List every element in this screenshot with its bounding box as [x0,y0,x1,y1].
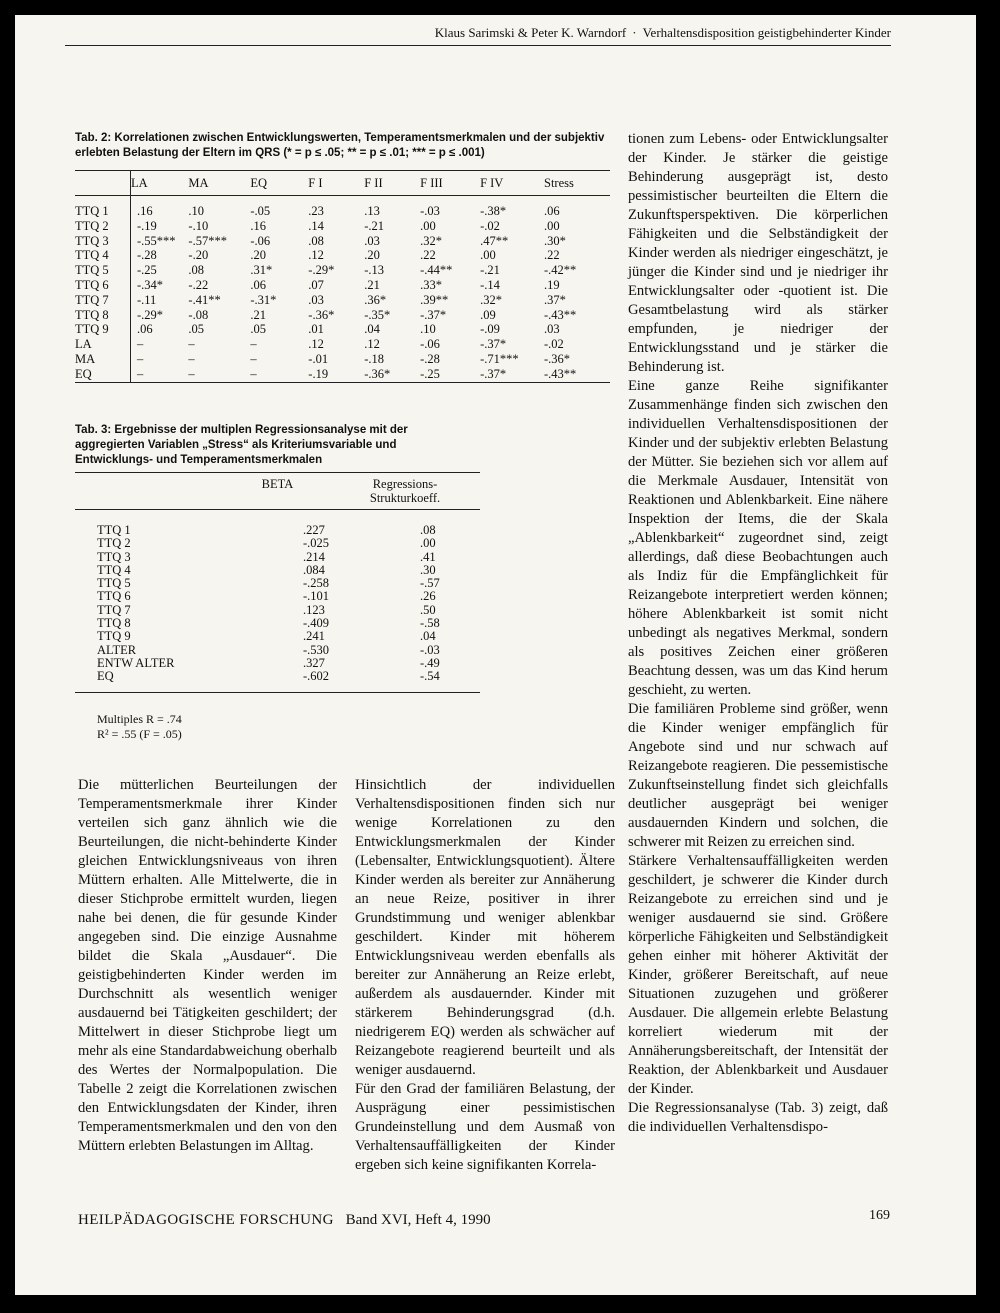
table3-row [75,524,480,537]
table3-row [75,564,480,577]
table3-row-label: TTQ 7 [97,602,131,617]
table2-cell: .19 [544,277,560,292]
paragraph: Die Regressionsanalyse (Tab. 3) zeigt, daß die individuellen Verhaltensdispo- [628,1100,888,1135]
table2-row-label: TTQ 5 [75,263,130,278]
table2-cell: – [188,337,195,352]
paragraph: Hinsichtlich der individuellen Verhaltensdispositionen finden sich nur wenige Korrelationen zu den Entwicklungsmerkmalen der Kinder (Lebensalter, Entwicklungsquotient). Ältere Kinder werden als bereiter zur Annäherung an neue Reize, positiver in ihrer Grundstimmung und weniger ablenkbar geschildert. Kinder mit höherem Entwicklungsniveau werden ebenfalls als bereiter zur Annäherung an Reize erlebt, außerdem als ausdauernder. Kinder mit stärkerem Behinderungsgrad (d.h. niedrigerem EQ) werden als schwächer auf Reizangebote reagierend beurteilt und als weniger ausdauernd. [355,777,615,1078]
table2-cell: -.37* [420,307,447,322]
table3-body [75,510,480,693]
table2-column-header: LA [130,175,148,190]
table2-row-label: TTQ 2 [75,219,130,234]
table2-cell: .05 [188,322,205,337]
table2-cell: .22 [420,248,436,263]
table2-row-label: TTQ 9 [75,322,130,337]
paragraph: Für den Grad der familiären Belastung, der Ausprägung einer pessimistischen Grundeinstellung und dem Ausmaß von Verhaltensauffälligkeiten der Kinder ergeben sich keine signifikanten Korrela- [355,1081,615,1173]
table2-column-header: F IV [480,175,504,190]
table2-cell: .03 [308,292,324,307]
table2-cell: -.25 [136,263,157,278]
table3-header-beta: BETA [261,477,294,491]
table3-container [75,472,480,693]
paragraph: Die familiären Probleme sind größer, wenn die Kinder weniger empfänglich für Angebote sind und nur schwach auf Reizangebote reagieren. Die pessemistische Zukunftseinstellung findet sich gleichfalls deutlicher ausgeprägt bei weniger ausdauernden Kindern und solchen, die schwerer mit Reizen zu erreichen sind. [628,701,888,850]
table3-struct-cell: .00 [420,536,436,551]
table2-cell: .09 [480,307,496,322]
table2-cell: -.42** [544,263,577,278]
footer-issue: Band XVI, Heft 4, 1990 [345,1212,491,1228]
table2-row-label: TTQ 7 [75,293,130,308]
table3 [75,472,480,693]
table2-header-row [75,171,610,196]
table2-cell: -.06 [420,337,440,352]
table2-cell: -.02 [544,337,564,352]
table3-spacer [75,510,480,525]
table2-cell: -.25 [420,366,440,381]
table2-row [75,352,610,367]
table2-cell: -.36* [308,307,335,322]
table2-cell: -.06 [250,233,271,248]
table2-cell: .31* [250,263,273,278]
table3-row [75,657,480,670]
running-header [65,25,891,46]
table2-cell: -.57*** [188,233,227,248]
table2-cell: .12 [308,337,324,352]
table2-cell: -.43** [544,307,577,322]
table3-row [75,670,480,692]
table2-row [75,248,610,263]
table2-row [75,367,610,382]
table2-cell: -.13 [364,263,384,278]
table2-cell: .14 [308,218,324,233]
table2-cell: .00 [544,218,560,233]
table2-column-header: MA [188,175,209,190]
table3-row [75,590,480,603]
table3-corner [75,473,225,510]
table2-cell: .01 [308,322,324,337]
page-number: 169 [869,1208,890,1223]
table2-cell: .05 [250,322,266,337]
table2-cell: – [188,366,195,381]
table2-column-header: F III [420,175,443,190]
table2-cell: -.08 [188,307,209,322]
table2-cell: – [250,351,257,366]
table2-row [75,234,610,249]
table2-row-label: TTQ 1 [75,204,130,219]
table2-cell: – [136,337,144,352]
table3-row [75,604,480,617]
table3-row [75,630,480,643]
table3-struct-cell: .30 [420,562,436,577]
table2-cell: -.55*** [136,233,176,248]
table3-header-struct-line1: Regressions- [372,477,438,491]
table2-cell: – [136,366,144,381]
table2-cell: -.34* [136,277,163,292]
table2-column-header: F II [364,175,383,190]
table3-beta-cell: .214 [303,549,325,564]
table3-row-label: TTQ 6 [97,589,131,604]
table2-cell: .06 [250,277,266,292]
table2-cell: .12 [364,337,380,352]
table2-cell: .23 [308,204,324,218]
table3-row [75,577,480,590]
table2-column-header: EQ [250,175,268,190]
table2-row-label: TTQ 8 [75,308,130,323]
table2-cell: -.21 [364,218,384,233]
table3-row-label: TTQ 2 [97,536,131,551]
r-squared: R² = .55 (F = .05) [97,727,182,741]
table2-cell: .32* [420,233,442,248]
table2-cell: -.38* [480,204,507,218]
table3-row-label: ENTW ALTER [97,655,175,670]
table2-corner [75,171,130,196]
text-column-right [628,130,888,1137]
table2-cell: – [250,366,257,381]
table3-row [75,551,480,564]
table3-row [75,537,480,550]
table2-row-label: EQ [75,367,130,382]
table3-struct-cell: -.49 [420,655,440,670]
footer-journal: HEILPÄDAGOGISCHE FORSCHUNG [78,1212,334,1228]
table2-row [75,278,610,293]
table2-cell: .06 [136,322,153,337]
table2-cell: .20 [250,248,266,263]
table2-row-label: TTQ 6 [75,278,130,293]
table2-cell: .00 [480,248,496,263]
table2-cell: .00 [420,218,436,233]
table2-cell: .33* [420,277,442,292]
table2-cell: .12 [308,248,324,263]
table3-struct-cell: -.03 [420,642,440,657]
table2-cell: -.20 [188,248,209,263]
table2-cell: -.36* [364,366,391,381]
table3-row [75,644,480,657]
table2-row [75,263,610,278]
table2-row [75,204,610,219]
table2 [75,170,610,383]
text-column-middle [355,776,615,1175]
table2-cell: -.31* [250,292,277,307]
table2-cell: .16 [250,218,266,233]
table3-struct-cell: .04 [420,629,436,644]
table2-row-label: LA [75,337,130,352]
page-footer [78,1208,890,1229]
table2-cell: .10 [420,322,436,337]
table2-cell: -.05 [250,204,271,218]
table2-cell: -.37* [480,366,507,381]
header-title: Verhaltensdisposition geistigbehinderter Kinder [642,25,891,40]
table2-cell: .36* [364,292,387,307]
table2-cell: -.03 [420,204,440,218]
paragraph: Eine ganze Reihe signifikanter Zusammenhänge finden sich zwischen den individuellen Verhaltensdispositionen der Kinder und der subjektiv erlebten Belastung der Mütter. Sie beziehen sich vor allem auf die Merkmale Ausdauer, Intensität von Reaktionen und Ablenkbarkeit. Eine nähere Inspektion der Items, die der Skala „Ablenkbarkeit“ zugeordnet sind, zeigt allerdings, daß diese Beobachtungen auch als Indiz für die Empfänglichkeit für Reizangebote interpretiert werden können; höhere Ablenkbarkeit ist somit nicht unbedingt als negatives Merkmal, sondern als positives Zeichen einer größeren Beachtung dessen, was um das Kind herum geschieht, zu werten. [628,378,888,698]
table3-beta-cell: -.258 [303,576,330,591]
table2-cell: -.37* [480,337,507,352]
table3-struct-cell: -.57 [420,576,440,591]
table3-beta-cell: -.101 [303,589,330,604]
table3-beta-cell: -.530 [303,642,330,657]
table2-cell: -.10 [188,218,209,233]
table2-cell: -.43** [544,366,577,381]
table3-beta-cell: .084 [303,562,325,577]
table3-beta-cell: .327 [303,655,325,670]
table2-cell: -.19 [308,366,329,381]
table2-row [75,322,610,337]
table2-cell: .22 [544,248,560,263]
table3-struct-cell: .41 [420,549,436,564]
table3-row [75,617,480,630]
table2-cell: -.28 [420,351,440,366]
table2-row-label: MA [75,352,130,367]
table2-row [75,308,610,323]
table2-row [75,337,610,352]
table3-beta-cell: .227 [303,523,325,537]
table2-cell: – [136,351,144,366]
table3-header-struct [330,473,480,510]
table2-cell: -.01 [308,351,329,366]
table2-cell: .06 [544,204,560,218]
table3-beta-cell: -.409 [303,616,330,631]
table2-container [75,170,610,383]
paragraph: tionen zum Lebens- oder Entwicklungsalter der Kinder. Je stärker die geistige Behinderung ausgeprägt ist, desto pessimistischer beurteilten die Eltern die Zukunftsperspektiven. Die körperlichen Fähigkeiten und die Selbständigkeit der Kinder werden als niedriger eingeschätzt, je jünger die Kinder sind und je niedriger ihr Entwicklungsalter oder -quotient ist. Die Gesamtbelastung wird als stärker empfunden, je niedriger der Entwicklungsstand und je stärker die Behinderung ist. [628,131,888,375]
table3-beta-cell: -.025 [303,536,330,551]
multiple-r: Multiples R = .74 [97,712,182,726]
table2-cell: -.29* [136,307,163,322]
table2-cell: .16 [136,204,153,218]
table3-header-row [75,473,480,510]
table2-cell: .20 [364,248,380,263]
table3-beta-cell: .241 [303,629,325,644]
table3-row-label: TTQ 9 [97,629,131,644]
table2-cell: .03 [544,322,560,337]
table2-cell: .21 [364,277,380,292]
table3-statistics [97,712,182,742]
table3-row-label: EQ [97,669,114,684]
table2-cell: -.36* [544,351,571,366]
table3-row-label: TTQ 8 [97,616,131,631]
table3-struct-cell: -.58 [420,616,440,631]
header-authors: Klaus Sarimski & Peter K. Warndorf [434,25,627,40]
table2-cell: .08 [308,233,324,248]
table2-cell: -.19 [136,218,157,233]
table2-cell: .37* [544,292,566,307]
paragraph: Stärkere Verhaltensauffälligkeiten werden geschildert, je schwerer die Kinder durch Reizangebote zu erreichen sind und je weniger ausdauernd sie sind. Größere körperliche Fähigkeiten und Selbständigkeit gehen einher mit höherer Aktivität der Kinder, größerer Bereitschaft, auf neue Situationen zuzugehen und größerer Ausdauer. Die allgemein erlebte Belastung korreliert wiederum mit der Annäherungsbereitschaft, der Intensität der Reaktion, der Ablenkbarkeit und Ausdauer der Kinder. [628,853,888,1097]
table3-struct-cell: -.54 [420,669,440,684]
table2-body [75,196,610,383]
table2-row [75,293,610,308]
table2-cell: .21 [250,307,266,322]
table3-row-label: TTQ 1 [97,523,131,537]
table2-cell: -.18 [364,351,384,366]
table3-row-label: TTQ 3 [97,549,131,564]
table2-cell: -.21 [480,263,500,278]
table2-cell: .13 [364,204,380,218]
table2-row [75,219,610,234]
table2-cell: -.41** [188,292,221,307]
table2-cell: .47** [480,233,509,248]
table2-column-header: Stress [544,175,574,190]
table2-cell: -.71*** [480,351,519,366]
table2-cell: .04 [364,322,380,337]
table2-cell: -.29* [308,263,335,278]
text-column-left [78,776,337,1156]
table2-cell: -.28 [136,248,157,263]
table3-caption: Tab. 3: Ergebnisse der multiplen Regressionsanalyse mit der aggregierten Variablen „Stress“ als Kriteriumsvariable und Entwicklungs- und Temperamentsmerkmalen [75,424,408,466]
table3-row-label: TTQ 4 [97,562,131,577]
table3-header-struct-line2: Strukturkoeff. [369,491,441,505]
table2-cell: – [188,351,195,366]
table2-row-label: TTQ 3 [75,234,130,249]
table2-spacer [75,196,610,205]
table2-cell: .07 [308,277,324,292]
table3-row-label: TTQ 5 [97,576,131,591]
table2-cell: .10 [188,204,205,218]
table2-cell: .30* [544,233,566,248]
table2-cell: .08 [188,263,205,278]
table2-cell: .39** [420,292,449,307]
table2-cell: .32* [480,292,502,307]
table2-caption: Tab. 2: Korrelationen zwischen Entwicklungswerten, Temperamentsmerkmalen und der subjektiv erlebten Belastung der Eltern im QRS (* = p ≤ .05; ** = p ≤ .01; *** = p ≤ .001) [75,132,605,159]
table3-struct-cell: .08 [420,523,436,537]
table2-cell: -.44** [420,263,453,278]
table3-struct-cell: .26 [420,589,436,604]
table3-beta-cell: .123 [303,602,325,617]
table3-beta-cell: -.602 [303,669,330,684]
table2-cell: – [250,337,257,352]
table3-struct-cell: .50 [420,602,436,617]
header-separator: · [632,25,637,40]
table2-cell: -.09 [480,322,500,337]
table2-cell: .03 [364,233,380,248]
table2-cell: -.35* [364,307,391,322]
table2-cell: -.11 [136,292,157,307]
table2-column-header: F I [308,175,323,190]
table2-cell: -.14 [480,277,500,292]
table2-cell: -.22 [188,277,209,292]
table2-row-label: TTQ 4 [75,248,130,263]
table2-cell: -.02 [480,218,500,233]
paragraph: Die mütterlichen Beurteilungen der Temperamentsmerkmale ihrer Kinder verteilen sich ganz ähnlich wie die Beurteilungen, die nicht-behinderte Kinder gleichen Entwicklungsniveaus von ihren Müttern erhalten. Alle Mittelwerte, die in dieser Stichprobe ermittelt wurden, liegen nahe bei denen, die für gesunde Kinder angegeben sind. Die einzige Ausnahme bildet die Skala „Ausdauer“. Die geistigbehinderten Kinder werden im Durchschnitt als wesentlich weniger ausdauernd bei Tätigkeiten geschildert; der Mittelwert in dieser Stichprobe liegt um mehr als eine Standardabweichung oberhalb des Wertes der Normalpopulation. Die Tabelle 2 zeigt die Korrelationen zwischen den Entwicklungsdaten der Kinder, ihren Temperamentsmerkmalen und den von den Müttern erlebten Belastungen im Alltag. [78,777,337,1154]
table3-row-label: ALTER [97,642,137,657]
